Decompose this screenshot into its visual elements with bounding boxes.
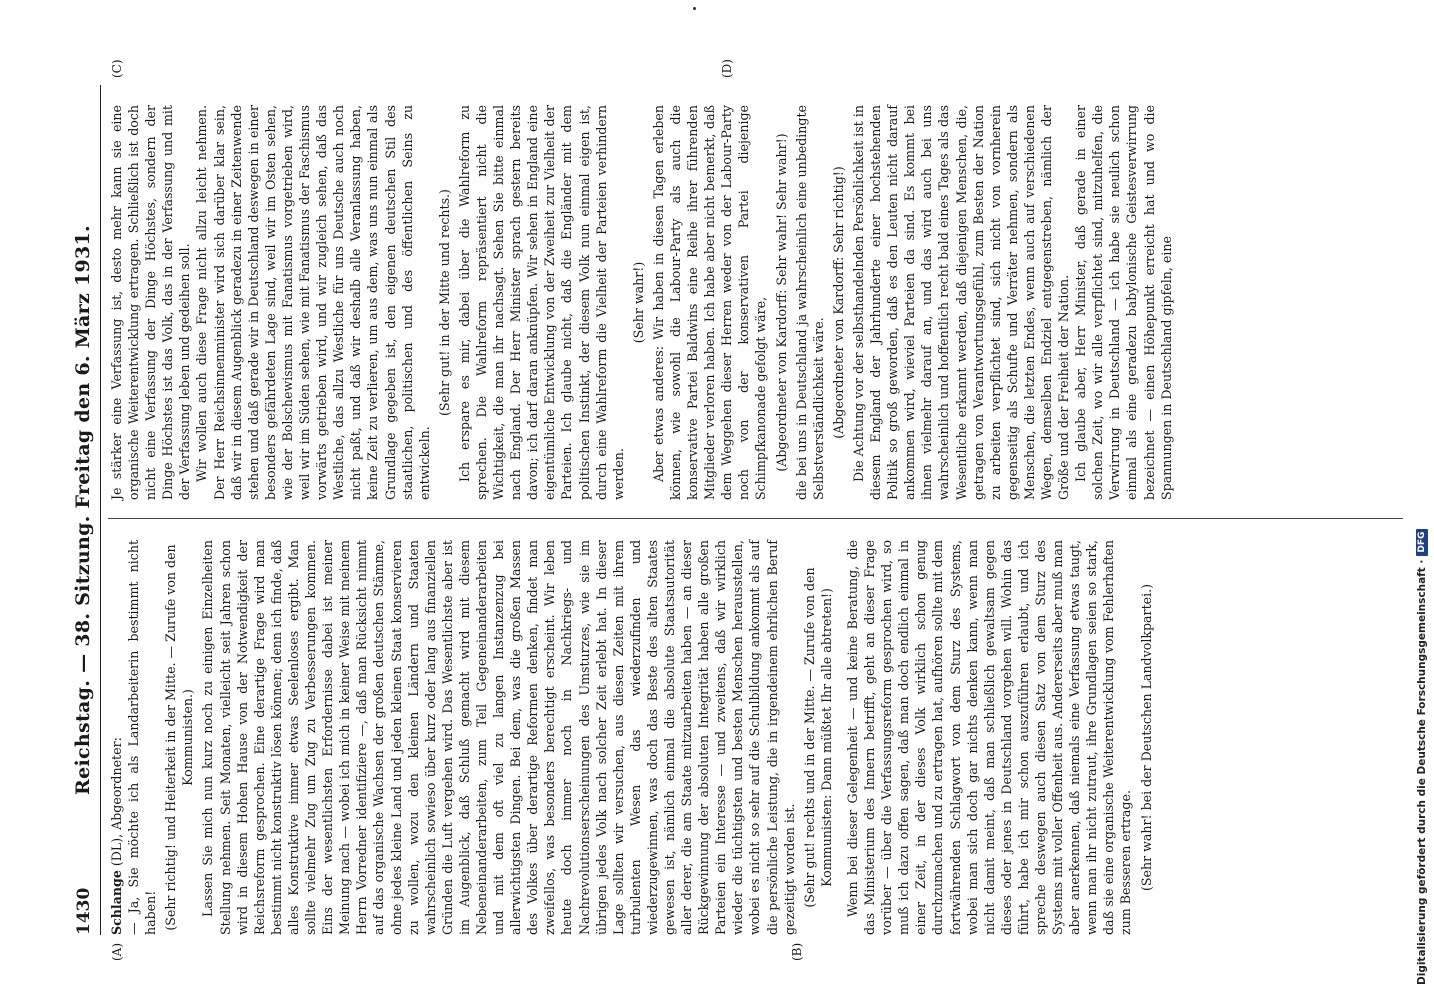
rotated-page — [70, 59, 1410, 961]
dfg-logo: DFG — [1416, 529, 1428, 556]
running-head: Reichstag. — 38. Sitzung. Freitag den 6. März 1931. — [72, 225, 94, 795]
margin-marker-d: (D) — [720, 59, 734, 78]
paragraph: Ich glaube aber, Herr Minister, daß gerade in einer solchen Zeit, wo wir alle verpflichtet sind, mitzuhelfen, die Verwirrung in Deutschland — ich habe sie neulich schon einmal als eine geradezu babylonische Geistesverwirrung bezeichnet — einen Höhepunkt erreicht hat und wo die Spannungen in Deutschland gipfeln, eine — [1073, 105, 1174, 500]
interjection: (Sehr richtig! und Heiterkeit in der Mitte. — Zurufe von den Kommunisten.) — [163, 544, 196, 931]
margin-marker-b: (B) — [790, 942, 804, 961]
page-number: 1430 — [74, 887, 94, 935]
paragraph: Wenn bei dieser Gelegenheit — und keine Beratung, die das Ministerium des Innern betrifft, geht an dieser Frage vorüber — über die Verfassungsreform gesprochen wird, so muß ich dazu offen sagen, daß man doch endlich einmal in einer Zeit, in der dieses Volk wirklich schon genug durchzumachen und zu ertragen hat, aufhören sollte mit dem fortwährenden Schlagwort von dem Sturz des Systems, wobei man sich doch gar nichts denken kann, wenn man nicht damit meint, daß man schließlich gewaltsam gegen dieses oder jenes in Deutschland vorgehen will. Wohin das führt, habe ich mir schon auszuführen erlaubt, und ich spreche deswegen auch diesen Satz von dem Sturz des Systems mit voller Offenheit aus. Andererseits aber muß man aber anerkennen, daß niemals eine Verfassung etwas taugt, wenn man ihr nicht zutraut, ihre Grundlagen seien so stark, daß sie eine organische Weiterentwicklung vom Fehlerhaften zum Besseren ertrage. — [844, 540, 1134, 935]
credit-text: Digitalisierung gefördert durch die Deutsche Forschungsgemeinschaft · — [1416, 559, 1428, 985]
paragraph: Die Achtung vor der selbsthandelnden Persönlichkeit ist in diesem England der Jahrhunderte einer hochstehenden Politik so groß geworden, daß es den Leuten nicht darauf ankommen wird, wieviel Parteien da sind. Es kommt bei ihnen vielmehr darauf an, und das wird auch bei uns wahrscheinlich und hoffentlich recht bald eines Tages als das Wesentliche erkannt werden, daß diejenigen Menschen, die, getragen von Verantwortungsgefühl, zum Besten der Nation zu arbeiten verpflichtet sind, sich nicht von vornherein gegenseitig als Schufte und Verräter nehmen, sondern als Menschen, die letzten Endes, wenn auch auf verschiedenen Wegen, demselben Endziel entgegenstreben, nämlich der Größe und der Freiheit der Nation. — [850, 105, 1072, 500]
speaker-line — [108, 540, 125, 935]
interjection: (Sehr wahr!) — [630, 261, 646, 344]
margin-marker-c: (C) — [110, 59, 124, 78]
page-header — [70, 85, 101, 935]
paragraph: Ich erspare es mir, dabei über die Wahlreform zu sprechen. Die Wahlreform repräsentiert nicht die Wichtigkeit, die man ihr nachsagt. Sehen Sie bitte einmal nach England. Der Herr Minister sprach gestern bereits davon; ich darf daran anknüpfen. Wir sehen in England eine eigentümliche Entwicklung von der Zweiheit zur Vielheit der Parteien. Ich glaube nicht, daß die Engländer mit dem politischen Instinkt, der diesem Volk nun einmal eigen ist, durch eine Wahlreform die Vielheit der Parteien verhindern werden. — [456, 105, 626, 500]
paragraph: Lassen Sie mich nun kurz noch zu einigen Einzelheiten Stellung nehmen. Seit Monaten, vielleicht seit Jahren schon wird in diesem Hohen Hause von der Notwendigkeit der Reichsreform gesprochen. Eine derartige Frage wird man bestimmt nicht konstruktiv lösen können; denn ich finde, daß alles Konstruktive immer etwas Seelenloses ergibt. Man sollte vielmehr Zug um Zug zu Verbesserungen kommen. Eins der wesentlichsten Erfordernisse dabei ist meiner Meinung nach — wobei ich mich in keiner Weise mit meinem Herrn Vorredner identifiziere —, daß man Rücksicht nimmt auf das organische Wachsen der großen deutschen Stämme, ohne jedes kleine Land und jeden kleinen Staat konservieren zu wollen, wozu den kleinen Ländern und Staaten wahrscheinlich sowieso über kurz oder lang aus finanziellen Gründen die Luft vergehen wird. Das Wesentlichste aber ist im Augenblick, daß Schluß gemacht wird mit diesem Nebeneinanderarbeiten, zum Teil Gegeneinanderarbeiten und mit dem oft viel zu langen Instanzenzug bei allerwichtigsten Dingen. Bei dem, was die großen Massen des Volkes über derartige Reformen denken, findet man zweifellos, was besonders berechtigt erscheint. Wir leben heute doch immer noch in Nachkriegs- und Nachrevolutionserscheinungen des Umsturzes, wie sie im übrigen jedes Volk nach solcher Zeit erlebt hat. In dieser Lage sollten wir versuchen, aus diesen Zeiten mit ihrem turbulenten Wesen das wiederzufinden und wiederzugewinnen, was doch das Beste des alten Staates gewesen ist, nämlich einmal die absolute Staatsautorität aller derer, die am Staate mitzuarbeiten haben — an dieser Rückgewinnung der absoluten Integrität haben alle großen Parteien ein Interesse — und zweitens, daß wir wirklich wieder die tüchtigsten und besten Menschen herausstellen, wobei es nicht so sehr auf die Schulbildung ankommt als auf die persönliche Leistung, die in irgendeinem ehrlichen Beruf gezeitigt worden ist. — [200, 540, 797, 935]
paragraph: Aber etwas anderes: Wir haben in diesen Tagen erleben können, wie sowohl die Labour-Party als auch die konservative Partei Baldwins eine Reihe ihrer führenden Mitglieder verloren haben. Ich habe aber nicht bemerkt, daß dem Weggehen dieser Herren weder von der Labour-Party noch von der konservativen Partei diejenige Schimpfkanonade gefolgt wäre, — [650, 105, 769, 500]
margin-marker-a: (A) — [110, 942, 124, 961]
interjection: (Abgeordneter von Kardorff: Sehr richtig!) — [830, 166, 846, 439]
speaker-party: (DL), Abgeordneter: — [109, 737, 124, 867]
page-speck — [693, 7, 696, 10]
column-rule — [108, 518, 1403, 519]
interjection: (Sehr gut! rechts und in der Mitte. — Zurufe von den Kommunisten: Dann müßtet Ihr alle abtreten!) — [801, 567, 834, 908]
right-column — [108, 105, 1175, 500]
paragraph: — Ja, Sie möchte ich als Landarbeiterin bestimmt nicht haben! — [126, 540, 159, 935]
paragraph: Wir wollen auch diese Frage nicht allzu leicht nehmen. Der Herr Reichsinnenminister wird sich darüber klar sein, daß wir in diesem Augenblick geradezu in einer Zeitenwende stehen und daß gerade wir in Deutschland deswegen in einer besonders gefährdeten Lage sind, weil wir im Osten sehen, wie der Bolschewismus mit Fanatismus vorgetrieben wird, weil wir im Süden sehen, wie mit Fanatismus der Faschismus vorwärts getrieben wird, und wir zugleich sehen, daß das Westliche, das allzu Westliche für uns Deutsche auch noch nicht paßt, und daß wir deshalb alle Veranlassung haben, keine Zeit zu verlieren, um aus dem, was uns nun einmal als Grundlage gegeben ist, den eigenen deutschen Stil des staatlichen, politischen und des öffentlichen Seins zu entwickeln. — [194, 105, 432, 500]
interjection: (Sehr wahr! bei der Deutschen Landvolkpartei.) — [1138, 583, 1154, 892]
interjection: (Sehr gut! in der Mitte und rechts.) — [436, 189, 452, 416]
interjection: (Abgeordneter von Kardorff: Sehr wahr! Sehr wahr!) — [773, 133, 789, 472]
left-column — [108, 540, 1158, 935]
speaker-name: Schlange — [109, 870, 124, 935]
paragraph: Je stärker eine Verfassung ist, desto mehr kann sie eine organische Weiterentwicklung ertragen. Schließlich ist doch nicht eine Verfassung der Dinge Höchstes, sondern der Dinge Höchstes ist das Volk, das in der Verfassung und mit der Verfassung leben und gedeihen soll. — [109, 105, 193, 500]
digitization-credit — [1412, 5, 1432, 985]
paragraph: die bei uns in Deutschland ja wahrscheinlich eine unbedingte Selbstverständlichkeit wäre. — [793, 105, 826, 500]
